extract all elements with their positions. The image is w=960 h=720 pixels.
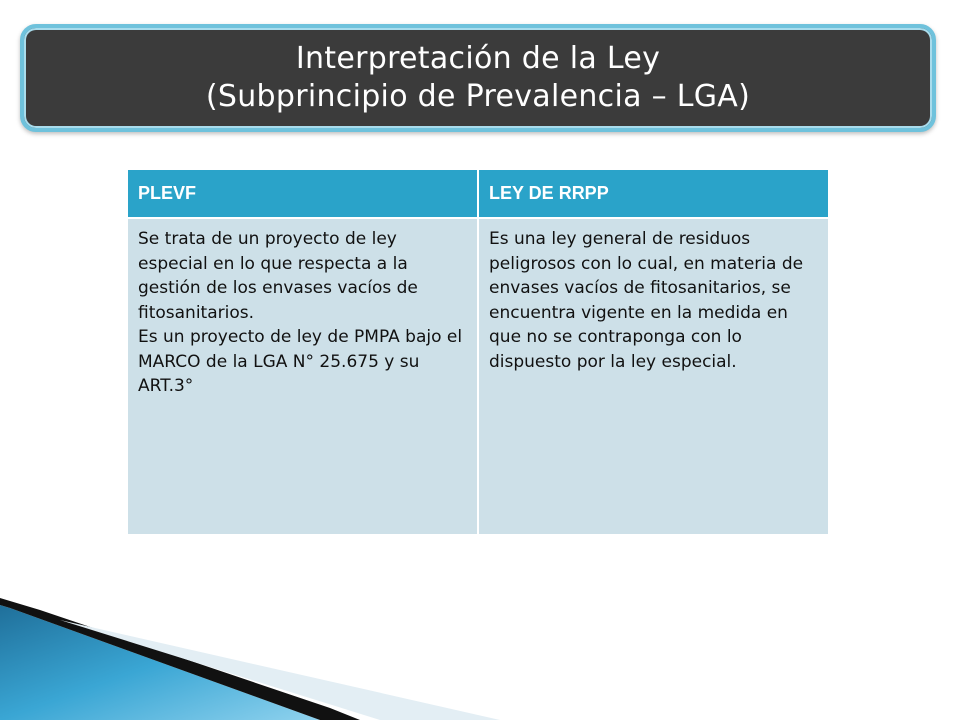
title-banner	[20, 24, 936, 132]
cell-plevf	[128, 218, 478, 534]
rrpp-paragraph-1: Es una ley general de residuos peligrosos con lo cual, en materia de envases vacíos de fitosanitarios, se encuentra vigente en la medida en que no se contraponga con lo dispuesto por la ley especial.	[489, 229, 804, 372]
cell-ley-rrpp	[478, 218, 828, 534]
table-header-row	[128, 170, 828, 218]
comparison-table	[128, 170, 828, 534]
table-row	[128, 218, 828, 534]
title-line-1: Interpretación de la Ley	[295, 41, 661, 76]
plevf-paragraph-2: Es un proyecto de ley de PMPA bajo el MARCO de la LGA N° 25.675 y su ART.3°	[138, 327, 463, 396]
decorative-swoosh	[0, 590, 960, 720]
plevf-paragraph-1: Se trata de un proyecto de ley especial en lo que respecta a la gestión de los envases vacíos de fitosanitarios.	[138, 229, 418, 323]
header-ley-rrpp: LEY DE RRPP	[478, 170, 828, 218]
header-plevf: PLEVF	[128, 170, 478, 218]
title-line-2: (Subprincipio de Prevalencia – LGA)	[205, 79, 751, 114]
blue-wedge	[0, 605, 320, 720]
